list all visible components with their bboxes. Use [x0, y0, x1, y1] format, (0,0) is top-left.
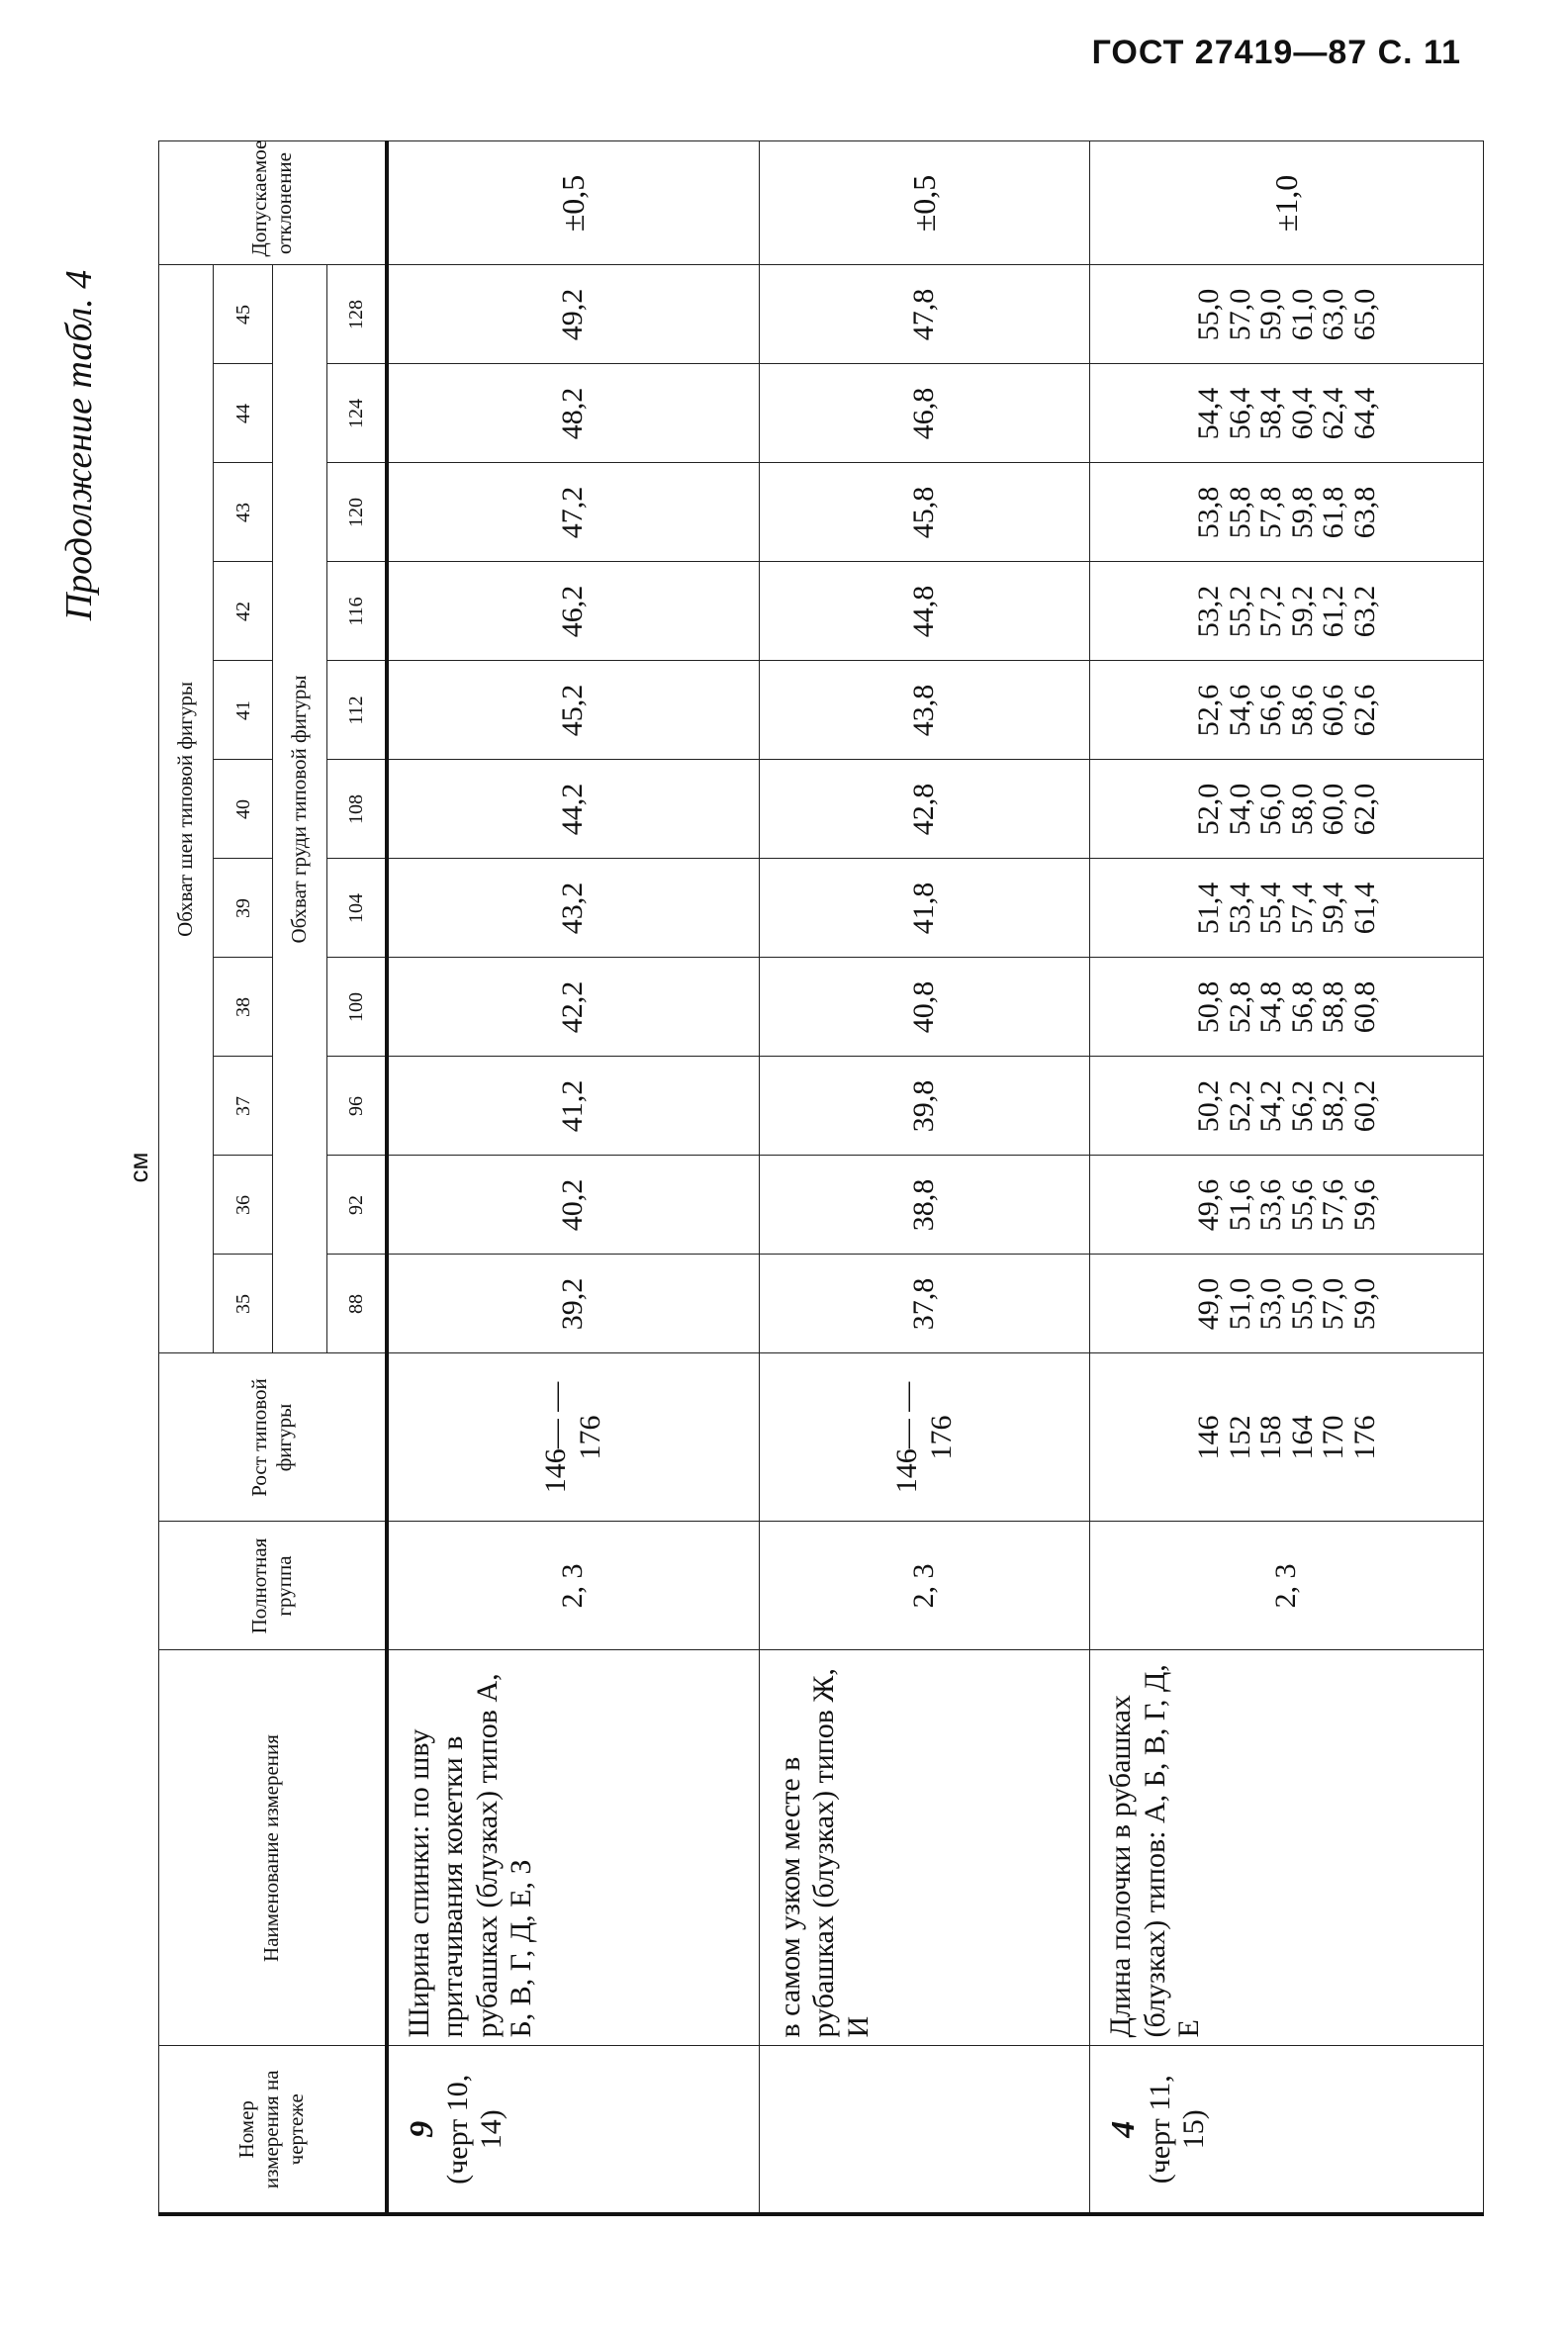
value-cell: 60,4	[1285, 387, 1319, 440]
value-cell: 60,6	[1317, 684, 1350, 737]
value-stack	[1090, 859, 1484, 958]
value-cell: 49,2	[387, 265, 760, 364]
value-cell: 39,2	[387, 1255, 760, 1353]
height-value: 176	[1347, 1415, 1381, 1460]
code-reference: (черт 11, 15)	[1143, 2075, 1211, 2185]
table-rotated	[158, 140, 1484, 2216]
value-stack	[1090, 1057, 1484, 1156]
value-cell: 48,2	[387, 364, 760, 463]
value-cell: 49,0	[1192, 1277, 1226, 1331]
value-cell: 53,8	[1192, 486, 1226, 539]
value-cell: 45,2	[387, 661, 760, 760]
value-cell: 55,4	[1254, 882, 1288, 935]
chest-value: 104	[327, 859, 387, 958]
value-stack	[1090, 661, 1484, 760]
height-cell: 146— —176	[759, 1353, 1090, 1522]
chest-value: 124	[327, 364, 387, 463]
value-cell: 39,8	[759, 1057, 1090, 1156]
neck-value: 36	[214, 1156, 273, 1255]
value-cell: 41,2	[387, 1057, 760, 1156]
value-cell: 52,0	[1192, 783, 1226, 836]
tolerance-cell: ±0,5	[759, 141, 1090, 265]
value-cell: 47,8	[759, 265, 1090, 364]
value-cell: 53,2	[1192, 585, 1226, 638]
caption-wrapper	[40, 148, 119, 742]
chest-value: 108	[327, 760, 387, 859]
height-value: 164	[1285, 1415, 1319, 1460]
chest-value: 128	[327, 265, 387, 364]
height-value: 146	[1192, 1415, 1226, 1460]
value-cell: 44,2	[387, 760, 760, 859]
height-cell: 146— —176	[387, 1353, 760, 1522]
table-frame	[158, 140, 1568, 2189]
value-cell: 58,4	[1254, 387, 1288, 440]
value-cell: 58,0	[1285, 783, 1319, 836]
value-cell: 56,6	[1254, 684, 1288, 737]
value-cell: 54,0	[1223, 783, 1256, 836]
value-cell: 59,8	[1285, 486, 1319, 539]
value-cell: 45,8	[759, 463, 1090, 562]
measurement-code	[1090, 2046, 1484, 2214]
value-cell: 55,0	[1285, 1277, 1319, 1331]
value-cell: 58,2	[1317, 1079, 1350, 1133]
chest-value: 92	[327, 1156, 387, 1255]
value-cell: 54,2	[1254, 1079, 1288, 1133]
measurement-code	[759, 2046, 1090, 2214]
height-stack	[1090, 1353, 1484, 1522]
value-cell: 57,2	[1254, 585, 1288, 638]
value-cell: 64,4	[1347, 387, 1381, 440]
measurement-name: Длина полочки в рубашках (блузках) типов: А, Б, В, Г, Д, Е	[1090, 1650, 1484, 2046]
value-cell: 52,6	[1192, 684, 1226, 737]
value-cell: 40,8	[759, 958, 1090, 1057]
value-cell: 61,0	[1285, 288, 1319, 341]
value-cell: 57,0	[1223, 288, 1256, 341]
value-cell: 51,4	[1192, 882, 1226, 935]
col-code-header: Номер измерения на чертеже	[159, 2046, 387, 2214]
value-stack	[1090, 265, 1484, 364]
value-cell: 54,6	[1223, 684, 1256, 737]
chest-value: 116	[327, 562, 387, 661]
value-cell: 54,4	[1192, 387, 1226, 440]
neck-value: 42	[214, 562, 273, 661]
value-cell: 57,0	[1317, 1277, 1350, 1331]
neck-value: 39	[214, 859, 273, 958]
neck-value: 38	[214, 958, 273, 1057]
value-cell: 50,2	[1192, 1079, 1226, 1133]
code-reference: (черт 10, 14)	[440, 2074, 508, 2185]
value-cell: 58,6	[1285, 684, 1319, 737]
unit-label: см	[124, 1152, 153, 1183]
value-cell: 60,8	[1347, 980, 1381, 1034]
value-cell: 51,0	[1223, 1277, 1256, 1331]
value-cell: 56,2	[1285, 1079, 1319, 1133]
value-cell: 59,0	[1254, 288, 1288, 341]
value-cell: 53,6	[1254, 1178, 1288, 1232]
value-cell: 63,2	[1347, 585, 1381, 638]
value-cell: 55,8	[1223, 486, 1256, 539]
value-cell: 65,0	[1347, 288, 1381, 341]
value-cell: 41,8	[759, 859, 1090, 958]
chest-value: 96	[327, 1057, 387, 1156]
chest-value: 100	[327, 958, 387, 1057]
chest-group-header: Обхват груди типовой фигуры	[273, 265, 327, 1353]
value-cell: 42,8	[759, 760, 1090, 859]
value-stack	[1090, 364, 1484, 463]
value-cell: 47,2	[387, 463, 760, 562]
value-stack	[1090, 463, 1484, 562]
value-cell: 62,6	[1347, 684, 1381, 737]
chest-value: 88	[327, 1255, 387, 1353]
tolerance-cell: ±1,0	[1090, 141, 1484, 265]
measurement-name: Ширина спинки: по шву притачивания кокетки в рубашках (блузках) типов А, Б, В, Г, Д, Е, З	[387, 1650, 760, 2046]
value-cell: 62,4	[1317, 387, 1350, 440]
value-cell: 42,2	[387, 958, 760, 1057]
group-cell: 2, 3	[1090, 1522, 1484, 1650]
value-cell: 40,2	[387, 1156, 760, 1255]
measurement-code	[387, 2046, 760, 2214]
neck-value: 37	[214, 1057, 273, 1156]
height-value: 158	[1254, 1415, 1288, 1460]
value-cell: 46,8	[759, 364, 1090, 463]
col-group-header: Полнотная группа	[159, 1522, 387, 1650]
neck-group-header: Обхват шеи типовой фигуры	[159, 265, 214, 1353]
neck-value: 40	[214, 760, 273, 859]
value-cell: 53,0	[1254, 1277, 1288, 1331]
value-stack	[1090, 562, 1484, 661]
height-value: 170	[1317, 1415, 1350, 1460]
value-cell: 49,6	[1192, 1178, 1226, 1232]
value-cell: 43,8	[759, 661, 1090, 760]
neck-value: 43	[214, 463, 273, 562]
value-cell: 50,8	[1192, 980, 1226, 1034]
value-cell: 62,0	[1347, 783, 1381, 836]
table-row	[387, 141, 760, 2214]
page-header: ГОСТ 27419—87 С. 11	[1091, 34, 1461, 71]
value-cell: 38,8	[759, 1156, 1090, 1255]
code-number: 4	[1105, 2120, 1143, 2138]
value-cell: 61,2	[1317, 585, 1350, 638]
value-cell: 63,0	[1317, 288, 1350, 341]
value-stack	[1090, 1255, 1484, 1353]
value-cell: 55,0	[1192, 288, 1226, 341]
tolerance-cell: ±0,5	[387, 141, 760, 265]
value-cell: 43,2	[387, 859, 760, 958]
neck-value: 41	[214, 661, 273, 760]
value-cell: 44,8	[759, 562, 1090, 661]
value-cell: 54,8	[1254, 980, 1288, 1034]
measurement-name: в самом узком месте в рубашках (блузках) типов Ж, И	[759, 1650, 1090, 2046]
group-cell: 2, 3	[387, 1522, 760, 1650]
neck-value: 35	[214, 1255, 273, 1353]
value-cell: 55,6	[1285, 1178, 1319, 1232]
value-cell: 59,6	[1347, 1178, 1381, 1232]
value-cell: 61,4	[1347, 882, 1381, 935]
value-stack	[1090, 760, 1484, 859]
code-number: 9	[403, 2120, 440, 2138]
value-cell: 59,2	[1285, 585, 1319, 638]
value-cell: 60,0	[1317, 783, 1350, 836]
value-stack	[1090, 958, 1484, 1057]
table-row	[1090, 141, 1484, 2214]
table-row	[759, 141, 1090, 2214]
value-cell: 57,8	[1254, 486, 1288, 539]
value-cell: 52,2	[1223, 1079, 1256, 1133]
value-cell: 58,8	[1317, 980, 1350, 1034]
unit-wrapper	[119, 1118, 158, 1217]
value-cell: 57,6	[1317, 1178, 1350, 1232]
value-cell: 46,2	[387, 562, 760, 661]
value-cell: 37,8	[759, 1255, 1090, 1353]
value-cell: 51,6	[1223, 1178, 1256, 1232]
col-height-header: Рост типовой фигуры	[159, 1353, 387, 1522]
value-cell: 56,4	[1223, 387, 1256, 440]
value-cell: 63,8	[1347, 486, 1381, 539]
measurements-table	[158, 140, 1484, 2216]
neck-value: 44	[214, 364, 273, 463]
col-name-header: Наименование измерения	[159, 1650, 387, 2046]
table-caption: Продолжение табл. 4	[58, 269, 100, 621]
value-cell: 59,4	[1317, 882, 1350, 935]
chest-value: 120	[327, 463, 387, 562]
chest-value: 112	[327, 661, 387, 760]
value-cell: 55,2	[1223, 585, 1256, 638]
group-cell: 2, 3	[759, 1522, 1090, 1650]
value-cell: 53,4	[1223, 882, 1256, 935]
value-stack	[1090, 1156, 1484, 1255]
value-cell: 57,4	[1285, 882, 1319, 935]
col-tolerance-header: Допускаемое отклонение	[159, 141, 387, 265]
value-cell: 56,8	[1285, 980, 1319, 1034]
height-value: 152	[1223, 1415, 1256, 1460]
value-cell: 61,8	[1317, 486, 1350, 539]
value-cell: 59,0	[1347, 1277, 1381, 1331]
value-cell: 56,0	[1254, 783, 1288, 836]
neck-value: 45	[214, 265, 273, 364]
value-cell: 60,2	[1347, 1079, 1381, 1133]
value-cell: 52,8	[1223, 980, 1256, 1034]
